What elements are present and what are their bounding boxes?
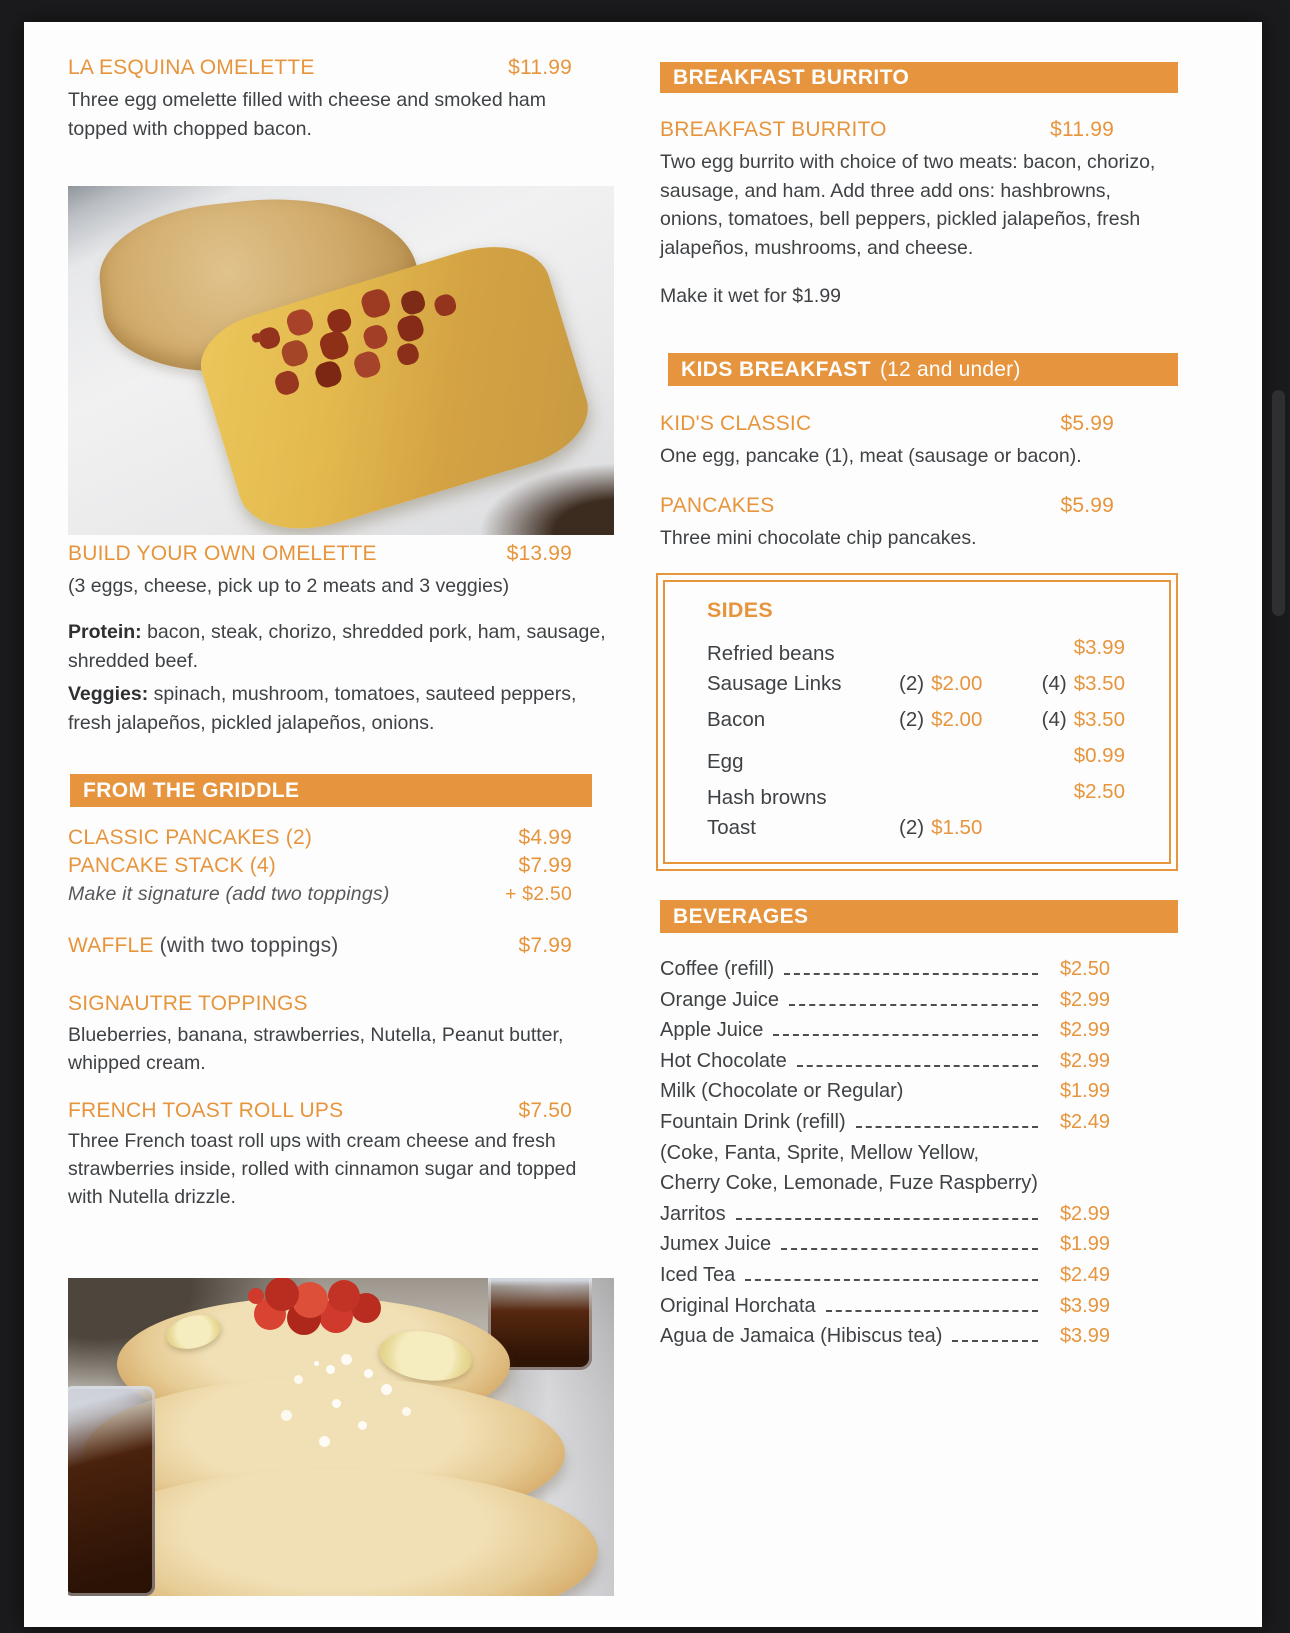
beverage-name: Jumex Juice [660, 1233, 772, 1256]
beverage-row-fountain-flavors-1 [660, 1142, 1110, 1173]
sides-title: SIDES [707, 598, 774, 622]
dotted-leader [784, 972, 1038, 975]
menu-page [24, 22, 1262, 1627]
item-name: BUILD YOUR OWN OMELETTE [68, 542, 377, 565]
sides-box-inner [663, 580, 1171, 864]
side-name: Bacon [707, 708, 766, 731]
beverage-row-jarritos [660, 1203, 1110, 1234]
side-price: $3.50 [1073, 708, 1125, 731]
beverage-name: Milk (Chocolate or Regular) [660, 1080, 904, 1103]
item-price: $5.99 [1060, 412, 1114, 435]
item-description: Two egg burrito with choice of two meats: bacon, chorizo, sausage, and ham. Add three add ons: hashbrowns, onions, tomatoes, bell peppers, pickled jalapeños, fresh jalapeños, mushrooms, and cheese. [660, 151, 1156, 259]
dotted-leader [797, 1064, 1038, 1067]
menu-item-kids-pancakes [660, 494, 1178, 518]
item-name: PANCAKE STACK (4) [68, 854, 276, 877]
right-column [660, 22, 1178, 1627]
beverage-row-fountain-flavors-2 [660, 1172, 1110, 1203]
side-qty: (4) [1041, 672, 1067, 695]
side-name: Refried beans [707, 642, 835, 665]
powdered-sugar-graphic [314, 1361, 319, 1366]
dotted-leader [989, 1158, 1038, 1159]
beverage-name: Original Horchata [660, 1294, 816, 1317]
section-header-kids-breakfast [668, 353, 1178, 386]
omelette-photo [68, 186, 614, 535]
sides-row-refried-beans [707, 636, 1125, 672]
menu-item-classic-pancakes [68, 826, 614, 850]
item-price: $13.99 [506, 542, 572, 565]
dotted-leader [773, 1033, 1038, 1036]
beverages-list [660, 958, 1110, 1356]
beverage-row-hot-chocolate [660, 1050, 1110, 1081]
dotted-leader [913, 1096, 1038, 1097]
beverage-price: $2.99 [1059, 1202, 1110, 1225]
beverage-row-milk [660, 1080, 1110, 1111]
beverage-row-apple-juice [660, 1019, 1110, 1050]
dotted-leader [736, 1217, 1038, 1220]
left-column [68, 22, 614, 1627]
item-name: SIGNAUTRE TOPPINGS [68, 992, 308, 1015]
item-price: + $2.50 [504, 883, 572, 905]
beverage-price: $2.99 [1059, 988, 1110, 1011]
item-price: $7.50 [518, 1099, 572, 1122]
side-qty: (2) [899, 708, 925, 731]
beverage-name: Iced Tea [660, 1263, 736, 1286]
item-price: $11.99 [1050, 118, 1114, 141]
beverage-price: $3.99 [1059, 1325, 1110, 1348]
side-price: $0.99 [1073, 744, 1125, 767]
item-name: CLASSIC PANCAKES (2) [68, 826, 313, 849]
dotted-leader [789, 1003, 1038, 1006]
menu-item-breakfast-burrito [660, 118, 1178, 142]
dotted-leader [952, 1339, 1038, 1342]
dotted-leader [781, 1247, 1038, 1250]
side-qty: (2) [899, 672, 925, 695]
sides-row-sausage-links [707, 672, 1125, 708]
pancake-photo [68, 1278, 614, 1596]
item-price: $7.99 [518, 854, 572, 877]
sides-row-egg [707, 744, 1125, 780]
section-header-label: FROM THE GRIDDLE [83, 778, 300, 802]
beverage-name: Agua de Jamaica (Hibiscus tea) [660, 1325, 943, 1348]
item-description: Three French toast roll ups with cream cheese and fresh strawberries inside, rolled with cinnamon sugar and topped with Nutella drizzle. [68, 1130, 577, 1208]
beverage-price: $2.50 [1059, 958, 1110, 980]
dotted-leader [745, 1278, 1038, 1281]
item-name: LA ESQUINA OMELETTE [68, 56, 315, 79]
side-price: $3.99 [1073, 636, 1125, 659]
side-qty: (2) [899, 816, 925, 839]
menu-item-waffle [68, 934, 614, 958]
beverage-note: (Coke, Fanta, Sprite, Mellow Yellow, [660, 1141, 980, 1164]
menu-item-la-esquina-omelette [68, 56, 614, 80]
beverage-row-original-horchata [660, 1295, 1110, 1326]
section-header-from-the-griddle [70, 774, 592, 807]
beverage-name: Apple Juice [660, 1019, 764, 1042]
item-name: FRENCH TOAST ROLL UPS [68, 1099, 344, 1122]
strawberries-graphic [248, 1288, 264, 1304]
protein-list [68, 618, 608, 676]
item-description: Blueberries, banana, strawberries, Nutella, Peanut butter, whipped cream. [68, 1024, 564, 1074]
item-price: $5.99 [1060, 494, 1114, 517]
beverage-price: $3.99 [1059, 1294, 1110, 1317]
beverage-row-agua-de-jamaica [660, 1325, 1110, 1356]
side-name: Toast [707, 816, 756, 839]
veggies-list [68, 680, 608, 738]
sides-row-bacon [707, 708, 1125, 744]
item-price: $11.99 [508, 56, 572, 79]
beverage-name: Fountain Drink (refill) [660, 1110, 846, 1133]
menu-item-make-it-signature [68, 883, 614, 906]
item-note: Make it wet for $1.99 [660, 285, 842, 307]
beverage-row-jumex-juice [660, 1233, 1110, 1264]
item-note: (with two toppings) [153, 934, 339, 957]
beverage-price: $2.99 [1059, 1049, 1110, 1072]
beverage-price: $2.99 [1059, 1019, 1110, 1042]
beverage-name: Hot Chocolate [660, 1049, 787, 1072]
bacon-bits-graphic [251, 332, 262, 343]
menu-item-pancake-stack [68, 854, 614, 878]
item-description: One egg, pancake (1), meat (sausage or bacon). [660, 445, 1082, 467]
side-qty: (4) [1041, 708, 1067, 731]
item-price: $7.99 [518, 934, 572, 957]
side-price: $2.50 [1073, 780, 1125, 803]
dotted-leader [856, 1125, 1038, 1128]
item-note: (3 eggs, cheese, pick up to 2 meats and 3 veggies) [68, 575, 510, 597]
beverage-name: Jarritos [660, 1202, 726, 1225]
beverage-row-coffee [660, 958, 1110, 989]
side-price: $1.50 [931, 816, 983, 839]
menu-item-french-toast-roll-ups [68, 1099, 614, 1123]
section-header-label: KIDS BREAKFAST [681, 357, 871, 381]
item-name: WAFFLE [68, 934, 154, 957]
protein-label: Protein: [68, 621, 142, 643]
sides-row-hash-browns [707, 780, 1125, 816]
item-name: PANCAKES [660, 494, 775, 517]
side-name: Sausage Links [707, 672, 842, 695]
section-header-label: BREAKFAST BURRITO [673, 65, 910, 89]
side-name: Egg [707, 750, 744, 773]
veggies-text: spinach, mushroom, tomatoes, sauteed peppers, fresh jalapeños, pickled jalapeños, onions. [68, 683, 577, 734]
item-description: Three mini chocolate chip pancakes. [660, 527, 977, 549]
beverage-price: $2.49 [1059, 1263, 1110, 1286]
dotted-leader [826, 1309, 1038, 1312]
side-price: $3.50 [1073, 672, 1125, 695]
item-name: Make it signature (add two toppings) [68, 883, 390, 905]
menu-item-build-your-own [68, 542, 614, 566]
side-name: Hash browns [707, 786, 827, 809]
veggies-label: Veggies: [68, 683, 149, 705]
beverage-row-orange-juice [660, 989, 1110, 1020]
beverage-name: Coffee (refill) [660, 958, 775, 980]
beverage-price: $1.99 [1059, 1080, 1110, 1103]
section-header-label: BEVERAGES [673, 904, 809, 928]
item-price: $4.99 [518, 826, 572, 849]
sides-box [656, 573, 1178, 871]
beverage-row-iced-tea [660, 1264, 1110, 1295]
menu-item-kids-classic [660, 412, 1178, 436]
item-name: KID'S CLASSIC [660, 412, 812, 435]
item-description: Three egg omelette filled with cheese and smoked ham topped with chopped bacon. [68, 89, 547, 140]
beverage-note: Cherry Coke, Lemonade, Fuze Raspberry) [660, 1172, 1038, 1195]
item-name: BREAKFAST BURRITO [660, 118, 887, 141]
side-price: $2.00 [931, 708, 983, 731]
protein-text: bacon, steak, chorizo, shredded pork, ham, sausage, shredded beef. [68, 621, 606, 672]
section-header-subtitle: (12 and under) [879, 357, 1021, 381]
syrup-glass-graphic [68, 1386, 155, 1596]
beverage-row-fountain-drink [660, 1111, 1110, 1142]
beverage-name: Orange Juice [660, 988, 779, 1011]
side-price: $2.00 [931, 672, 983, 695]
menu-item-signature-toppings [68, 992, 614, 1016]
sides-row-toast [707, 816, 1125, 852]
beverage-price: $2.49 [1059, 1110, 1110, 1133]
beverage-price: $1.99 [1059, 1233, 1110, 1256]
section-header-breakfast-burrito [660, 62, 1178, 93]
section-header-beverages [660, 900, 1178, 933]
vertical-scrollbar-thumb[interactable] [1272, 390, 1285, 616]
